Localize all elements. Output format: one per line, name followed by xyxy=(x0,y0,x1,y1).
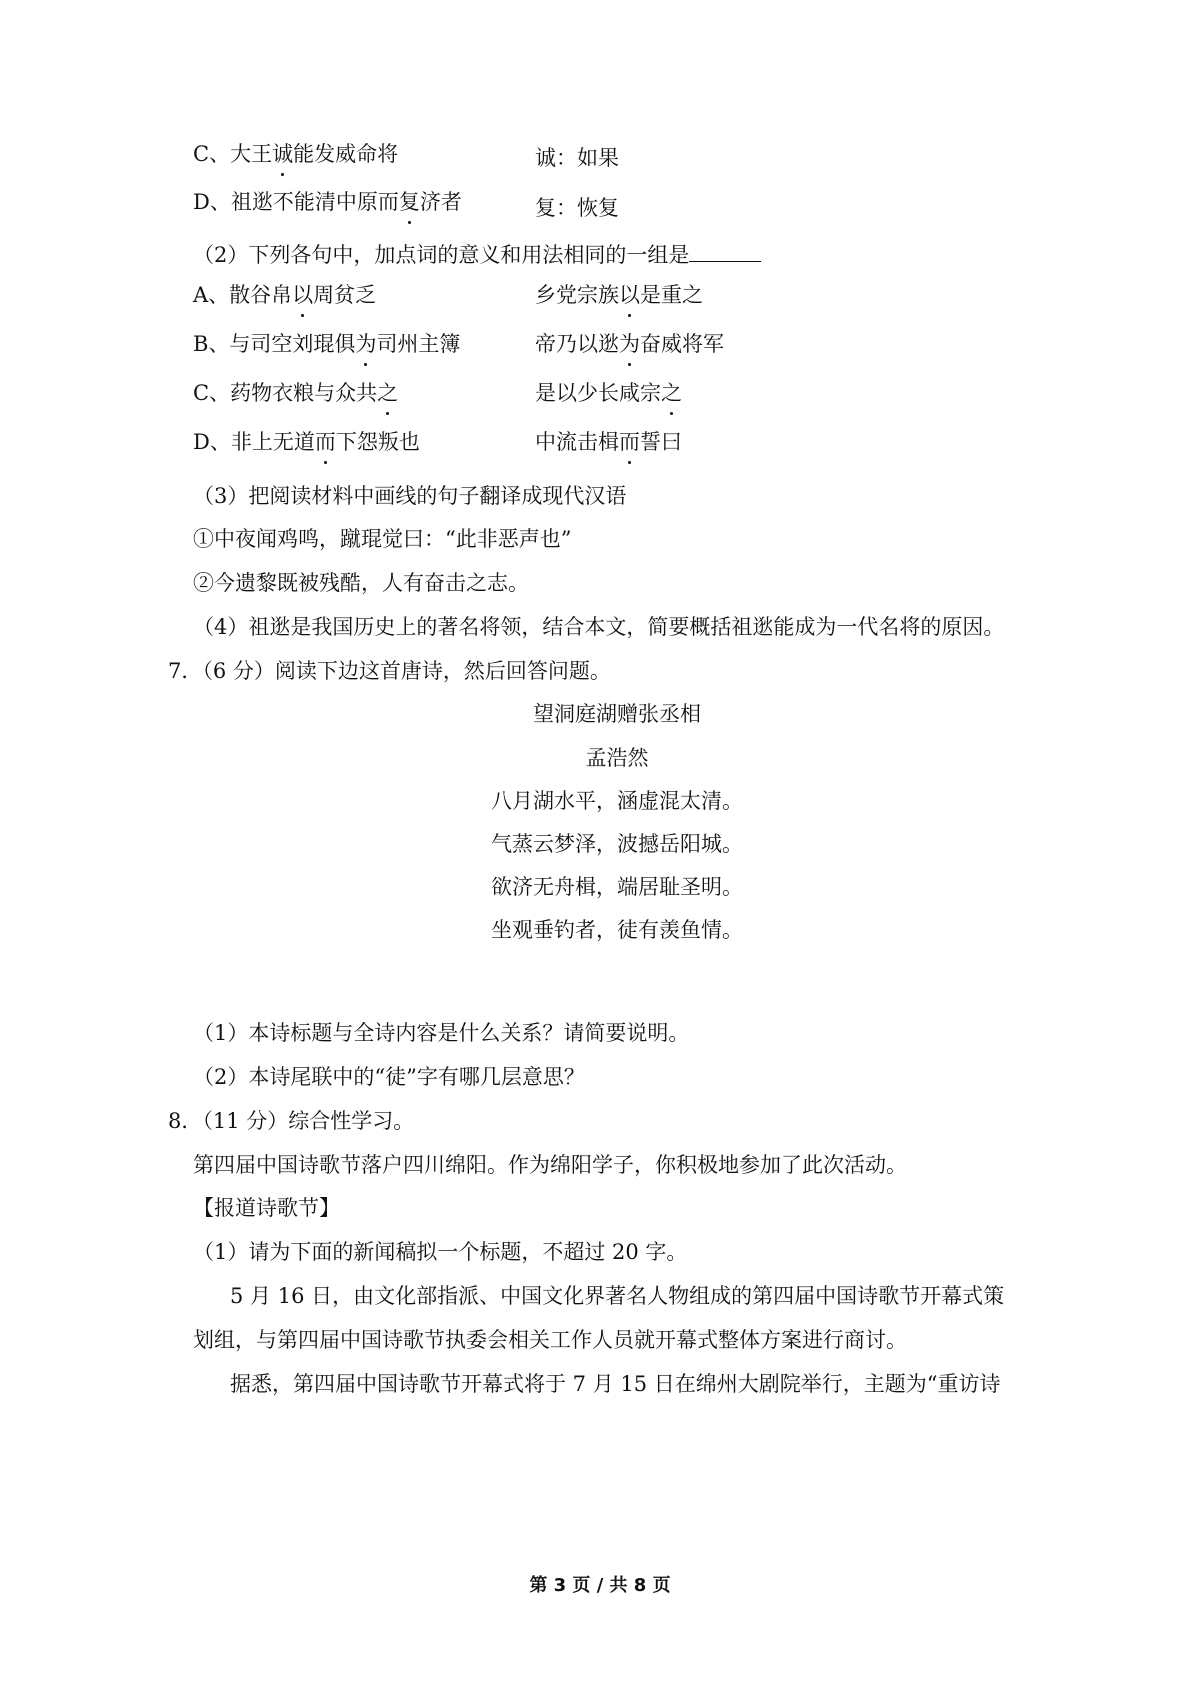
poem-line: 气蒸云梦泽，波撼岳阳城。 xyxy=(491,832,743,856)
option-compare: 帝乃以逖为奋威将军 xyxy=(535,329,724,359)
news-paragraph: 5 月 16 日，由文化部指派、中国文化界著名人物组成的第四届中国诗歌节开幕式策 xyxy=(230,1284,1005,1308)
option-row: D、祖逖不能清中原而复济者 xyxy=(193,187,462,217)
poem-title: 望洞庭湖赠张丞相 xyxy=(533,702,701,726)
intro-text: 第四届中国诗歌节落户四川绵阳。作为绵阳学子，你积极地参加了此次活动。 xyxy=(193,1153,907,1177)
section-heading: 【报道诗歌节】 xyxy=(193,1196,340,1220)
option-row: D、非上无道而下怨叛也 xyxy=(193,427,420,457)
answer-blank[interactable] xyxy=(689,239,761,262)
question-8-heading: 8．（11 分）综合性学习。 xyxy=(168,1109,415,1133)
option-compare: 是以少长咸宗之 xyxy=(535,378,682,408)
option-compare: 中流击楫而誓曰 xyxy=(535,427,682,457)
subquestion-1: （1）请为下面的新闻稿拟一个标题，不超过 20 字。 xyxy=(193,1240,688,1264)
translate-sentence: ②今遗黎既被残酷，人有奋击之志。 xyxy=(193,571,529,595)
subquestion-1: （1）本诗标题与全诗内容是什么关系？请简要说明。 xyxy=(193,1021,690,1045)
option-row: C、大王诚能发威命将 xyxy=(193,139,398,169)
poem-line: 八月湖水平，涵虚混太清。 xyxy=(491,789,743,813)
subquestion-4: （4）祖逖是我国历史上的著名将领，结合本文，简要概括祖逖能成为一代名将的原因。 xyxy=(193,615,1005,639)
poem-author: 孟浩然 xyxy=(585,746,649,770)
subquestion-3: （3）把阅读材料中画线的句子翻译成现代汉语 xyxy=(193,484,627,508)
option-row: A、散谷帛以周贫乏 xyxy=(193,280,376,310)
option-gloss: 复：恢复 xyxy=(535,196,619,220)
news-paragraph: 据悉，第四届中国诗歌节开幕式将于 7 月 15 日在绵州大剧院举行，主题为“重访诗 xyxy=(230,1372,1001,1396)
subquestion-2: （2）本诗尾联中的“徒”字有哪几层意思？ xyxy=(193,1065,585,1089)
translate-sentence: ①中夜闻鸡鸣，蹴琨觉曰：“此非恶声也” xyxy=(193,527,572,551)
question-7-heading: 7．（6 分）阅读下边这首唐诗，然后回答问题。 xyxy=(168,659,611,683)
subquestion-2: （2）下列各句中，加点词的意义和用法相同的一组是 xyxy=(193,239,761,270)
option-gloss: 诚：如果 xyxy=(535,146,619,170)
option-row: B、与司空刘琨俱为司州主簿 xyxy=(193,329,460,359)
option-compare: 乡党宗族以是重之 xyxy=(535,280,703,310)
poem-line: 欲济无舟楫，端居耻圣明。 xyxy=(491,875,743,899)
page-footer: 第 3 页 / 共 8 页 xyxy=(529,1575,671,1596)
news-paragraph-cont: 划组，与第四届中国诗歌节执委会相关工作人员就开幕式整体方案进行商讨。 xyxy=(193,1328,907,1352)
poem-line: 坐观垂钓者，徒有羡鱼情。 xyxy=(491,918,743,942)
option-row: C、药物衣粮与众共之 xyxy=(193,378,398,408)
